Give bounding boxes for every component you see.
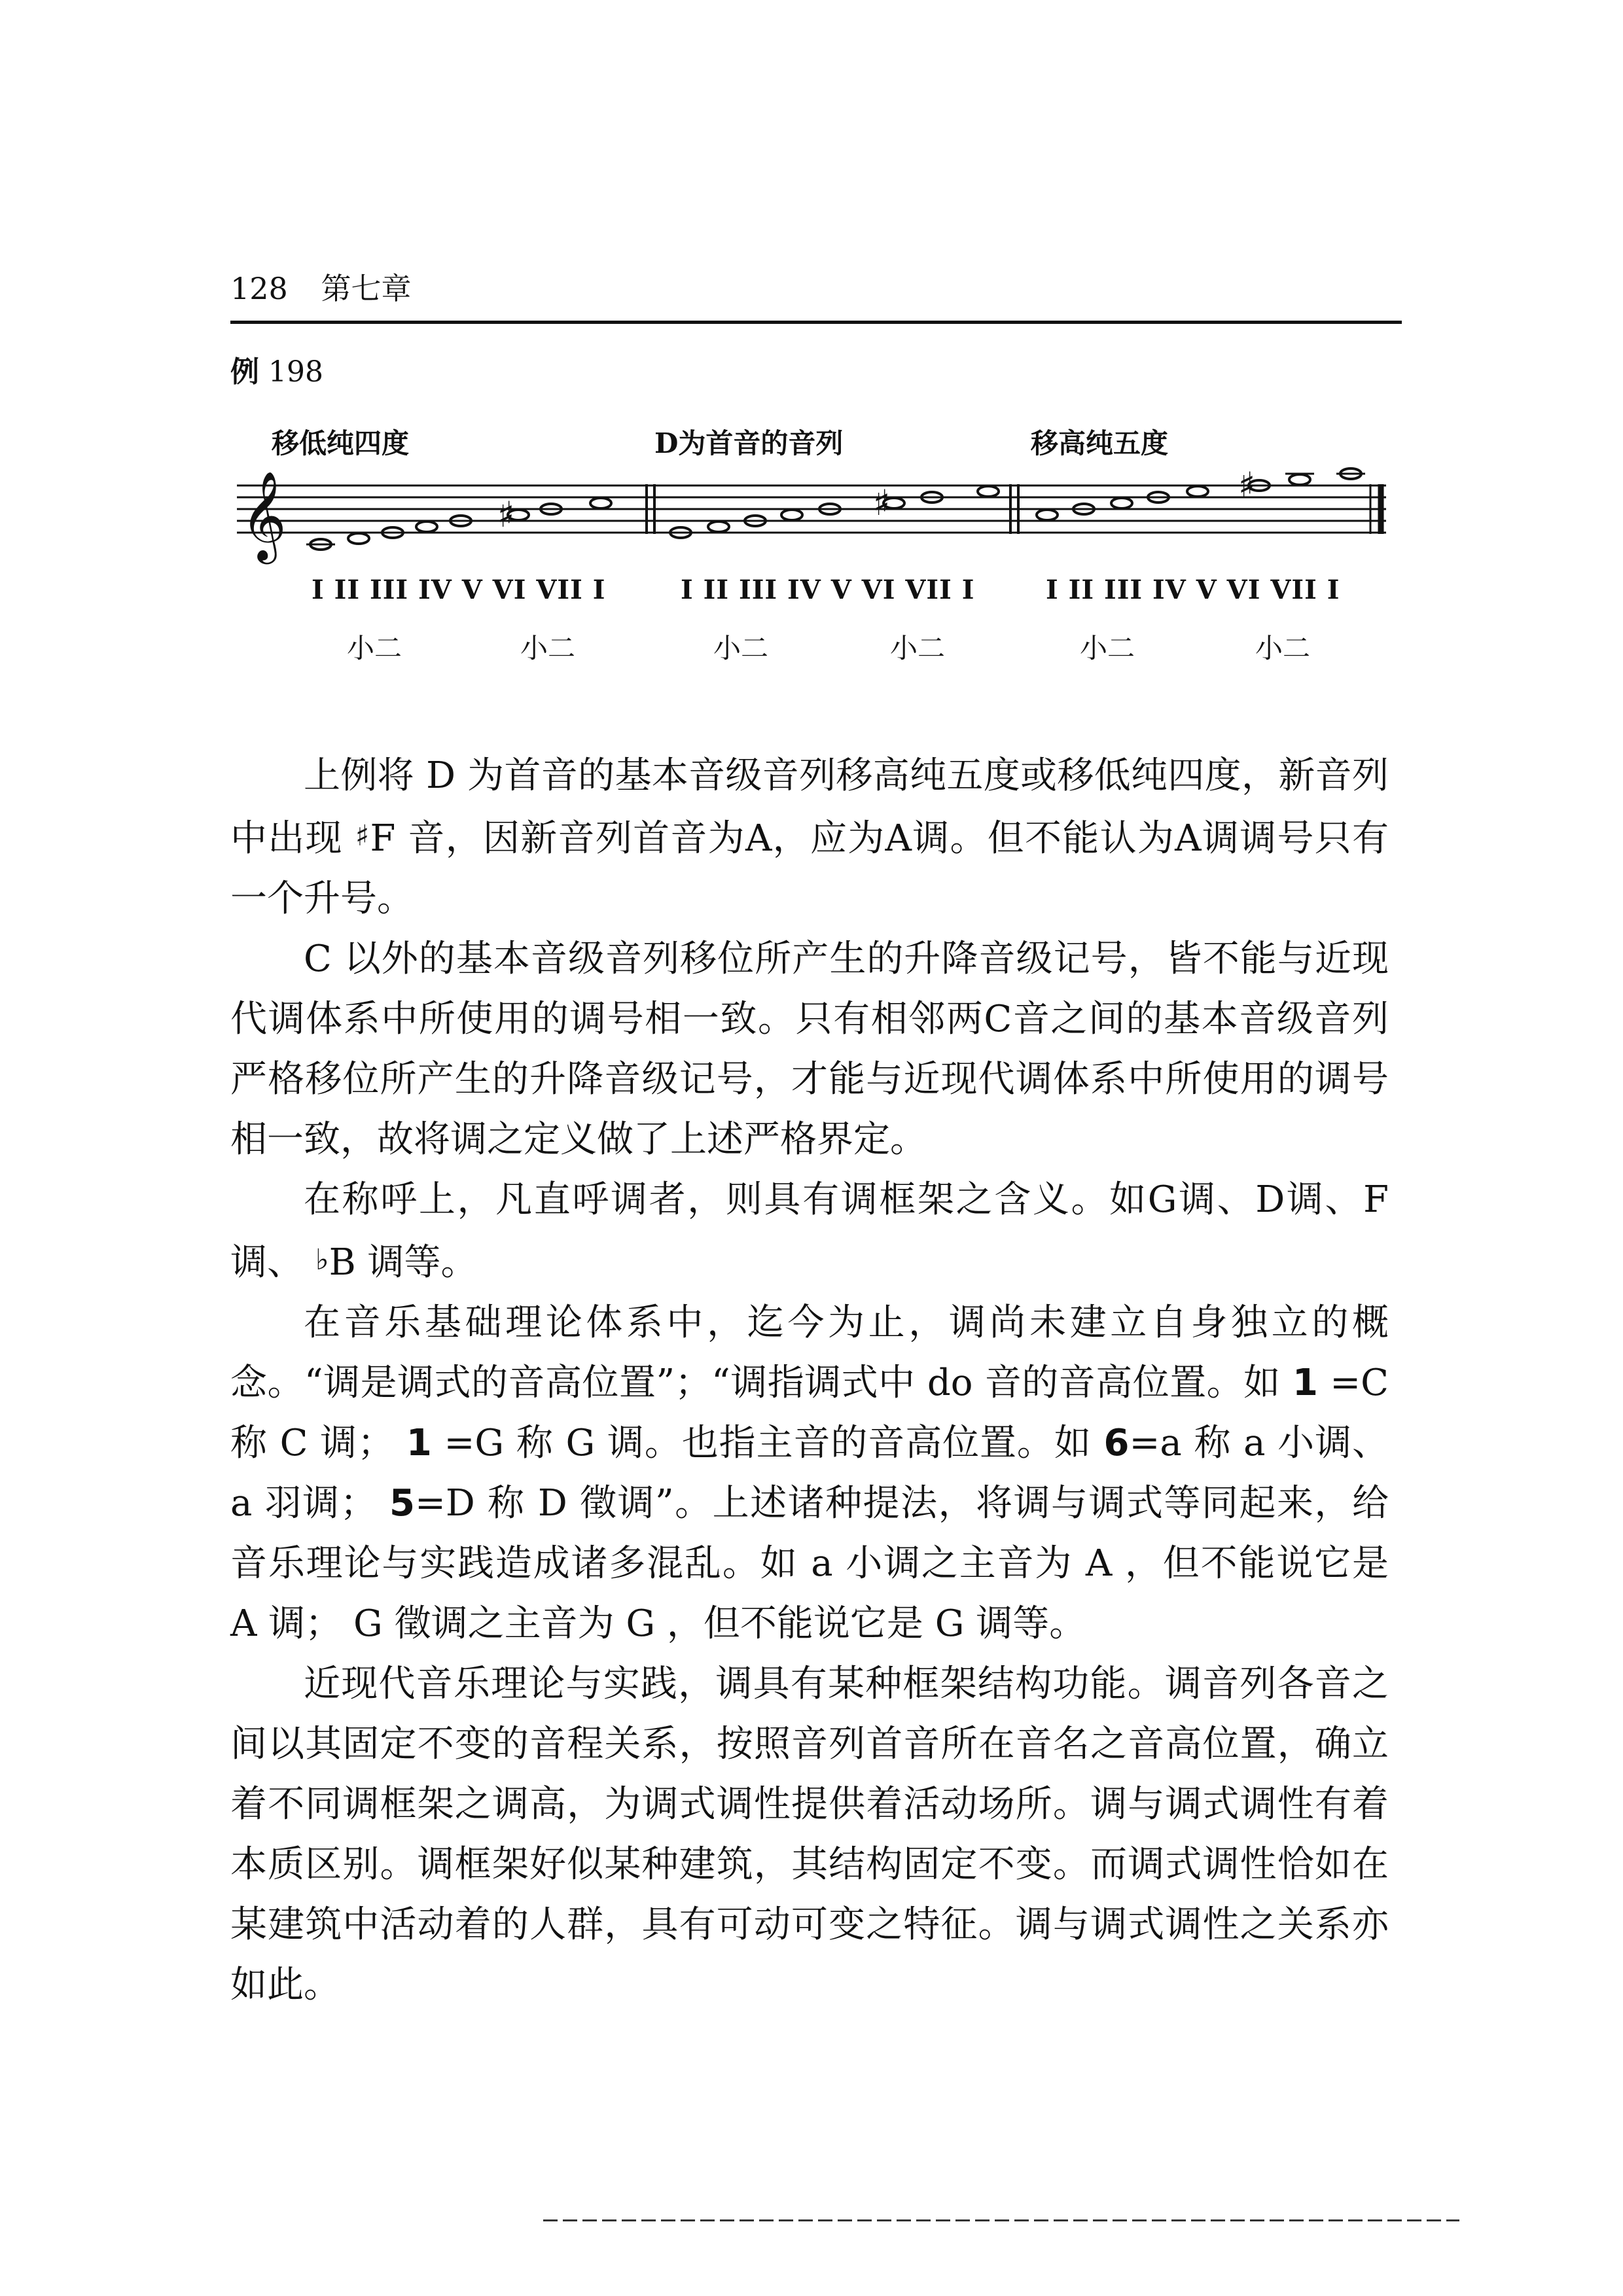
music-staff — [0, 0, 1623, 589]
chapter-title: 第七章 — [321, 271, 412, 306]
interval-label: 小二 — [520, 632, 576, 664]
interval-label: 小二 — [713, 632, 769, 664]
notes-segment-1 — [306, 498, 611, 550]
notes-segment-2 — [670, 486, 999, 538]
segment-title-1: 移低纯四度 — [272, 427, 410, 459]
sharp-icon: ♯ — [497, 494, 515, 535]
footer-divider — [543, 2219, 1459, 2221]
sharp-icon: ♯ — [355, 819, 370, 853]
example-number: 198 — [268, 355, 323, 389]
interval-label: 小二 — [890, 632, 946, 664]
paragraph-2: C 以外的基本音级音列移位所产生的升降音级记号，皆不能与近现代调体系中所使用的调号相一致。只有相邻两C音之间的基本音级音列严格移位所产生的升降音级记号，才能与近现代调体系中所使用的调号相一致，故将调之定义做了上述严格界定。 — [230, 938, 1389, 1161]
scale-degrees-3: I II III IV V VI VII I — [1046, 574, 1340, 605]
interval-label: 小二 — [347, 632, 402, 664]
scale-degrees-2: I II III IV V VI VII I — [681, 574, 975, 605]
numbered-notation: 6 — [1103, 1422, 1130, 1464]
numbered-notation: 5 — [389, 1482, 415, 1525]
segment-title-2: D为首音的音列 — [654, 427, 844, 459]
paragraph-3: 在称呼上，凡直呼调者，则具有调框架之含义。如G调、D调、F调、 ♭B 调等。 — [230, 1178, 1389, 1284]
numbered-notation: 1 — [1292, 1362, 1318, 1404]
numbered-notation: 1 — [406, 1422, 432, 1464]
sharp-icon: ♯ — [1238, 465, 1256, 506]
body-text — [230, 746, 1389, 2015]
example-prefix: 例 — [230, 355, 259, 389]
scale-degrees-1: I II III IV V VI VII I — [312, 574, 606, 605]
sharp-icon: ♯ — [873, 482, 891, 523]
flat-icon: ♭ — [315, 1243, 329, 1277]
staff-lines — [237, 486, 1386, 533]
notes-segment-3 — [1037, 468, 1365, 520]
segment-title-3: 移高纯五度 — [1031, 427, 1169, 459]
paragraph-4: 在音乐基础理论体系中，迄今为止，调尚未建立自身独立的概念。“调是调式的音高位置”；“调指调式中 do 音的音高位置。如 1 =C 称 C 调； 1 =G 称 G 调。也指主音的音高位置。如 6=a 称 a 小调、 a 羽调； 5=D 称 D 徵调”。上述诸种提法，将调与调式等同起来，给音乐理论与实践造成诸多混乱。如 a 小调之主音为 A ，但不能说它是 A 调； G 徵调之主音为 G ，但不能说它是 G 调等。 — [230, 1301, 1389, 1645]
paragraph-5: 近现代音乐理论与实践，调具有某种框架结构功能。调音列各音之间以其固定不变的音程关系，按照音列首音所在音名之音高位置，确立着不同调框架之调高，为调式调性提供着活动场所。调与调式调性有着本质区别。调框架好似某种建筑，其结构固定不变。而调式调性恰如在某建筑中活动着的人群，具有可动可变之特征。调与调式调性之关系亦如此。 — [230, 1663, 1389, 2006]
interval-label: 小二 — [1255, 632, 1311, 664]
page-number: 128 — [230, 271, 288, 306]
paragraph-1: 上例将 D 为首音的基本音级音列移高纯五度或移低纯四度，新音列中出现 ♯F 音，因新音列首音为A，应为A调。但不能认为A调调号只有一个升号。 — [230, 754, 1389, 920]
treble-clef-icon: 𝄞 — [241, 470, 287, 560]
interval-label: 小二 — [1080, 632, 1135, 664]
